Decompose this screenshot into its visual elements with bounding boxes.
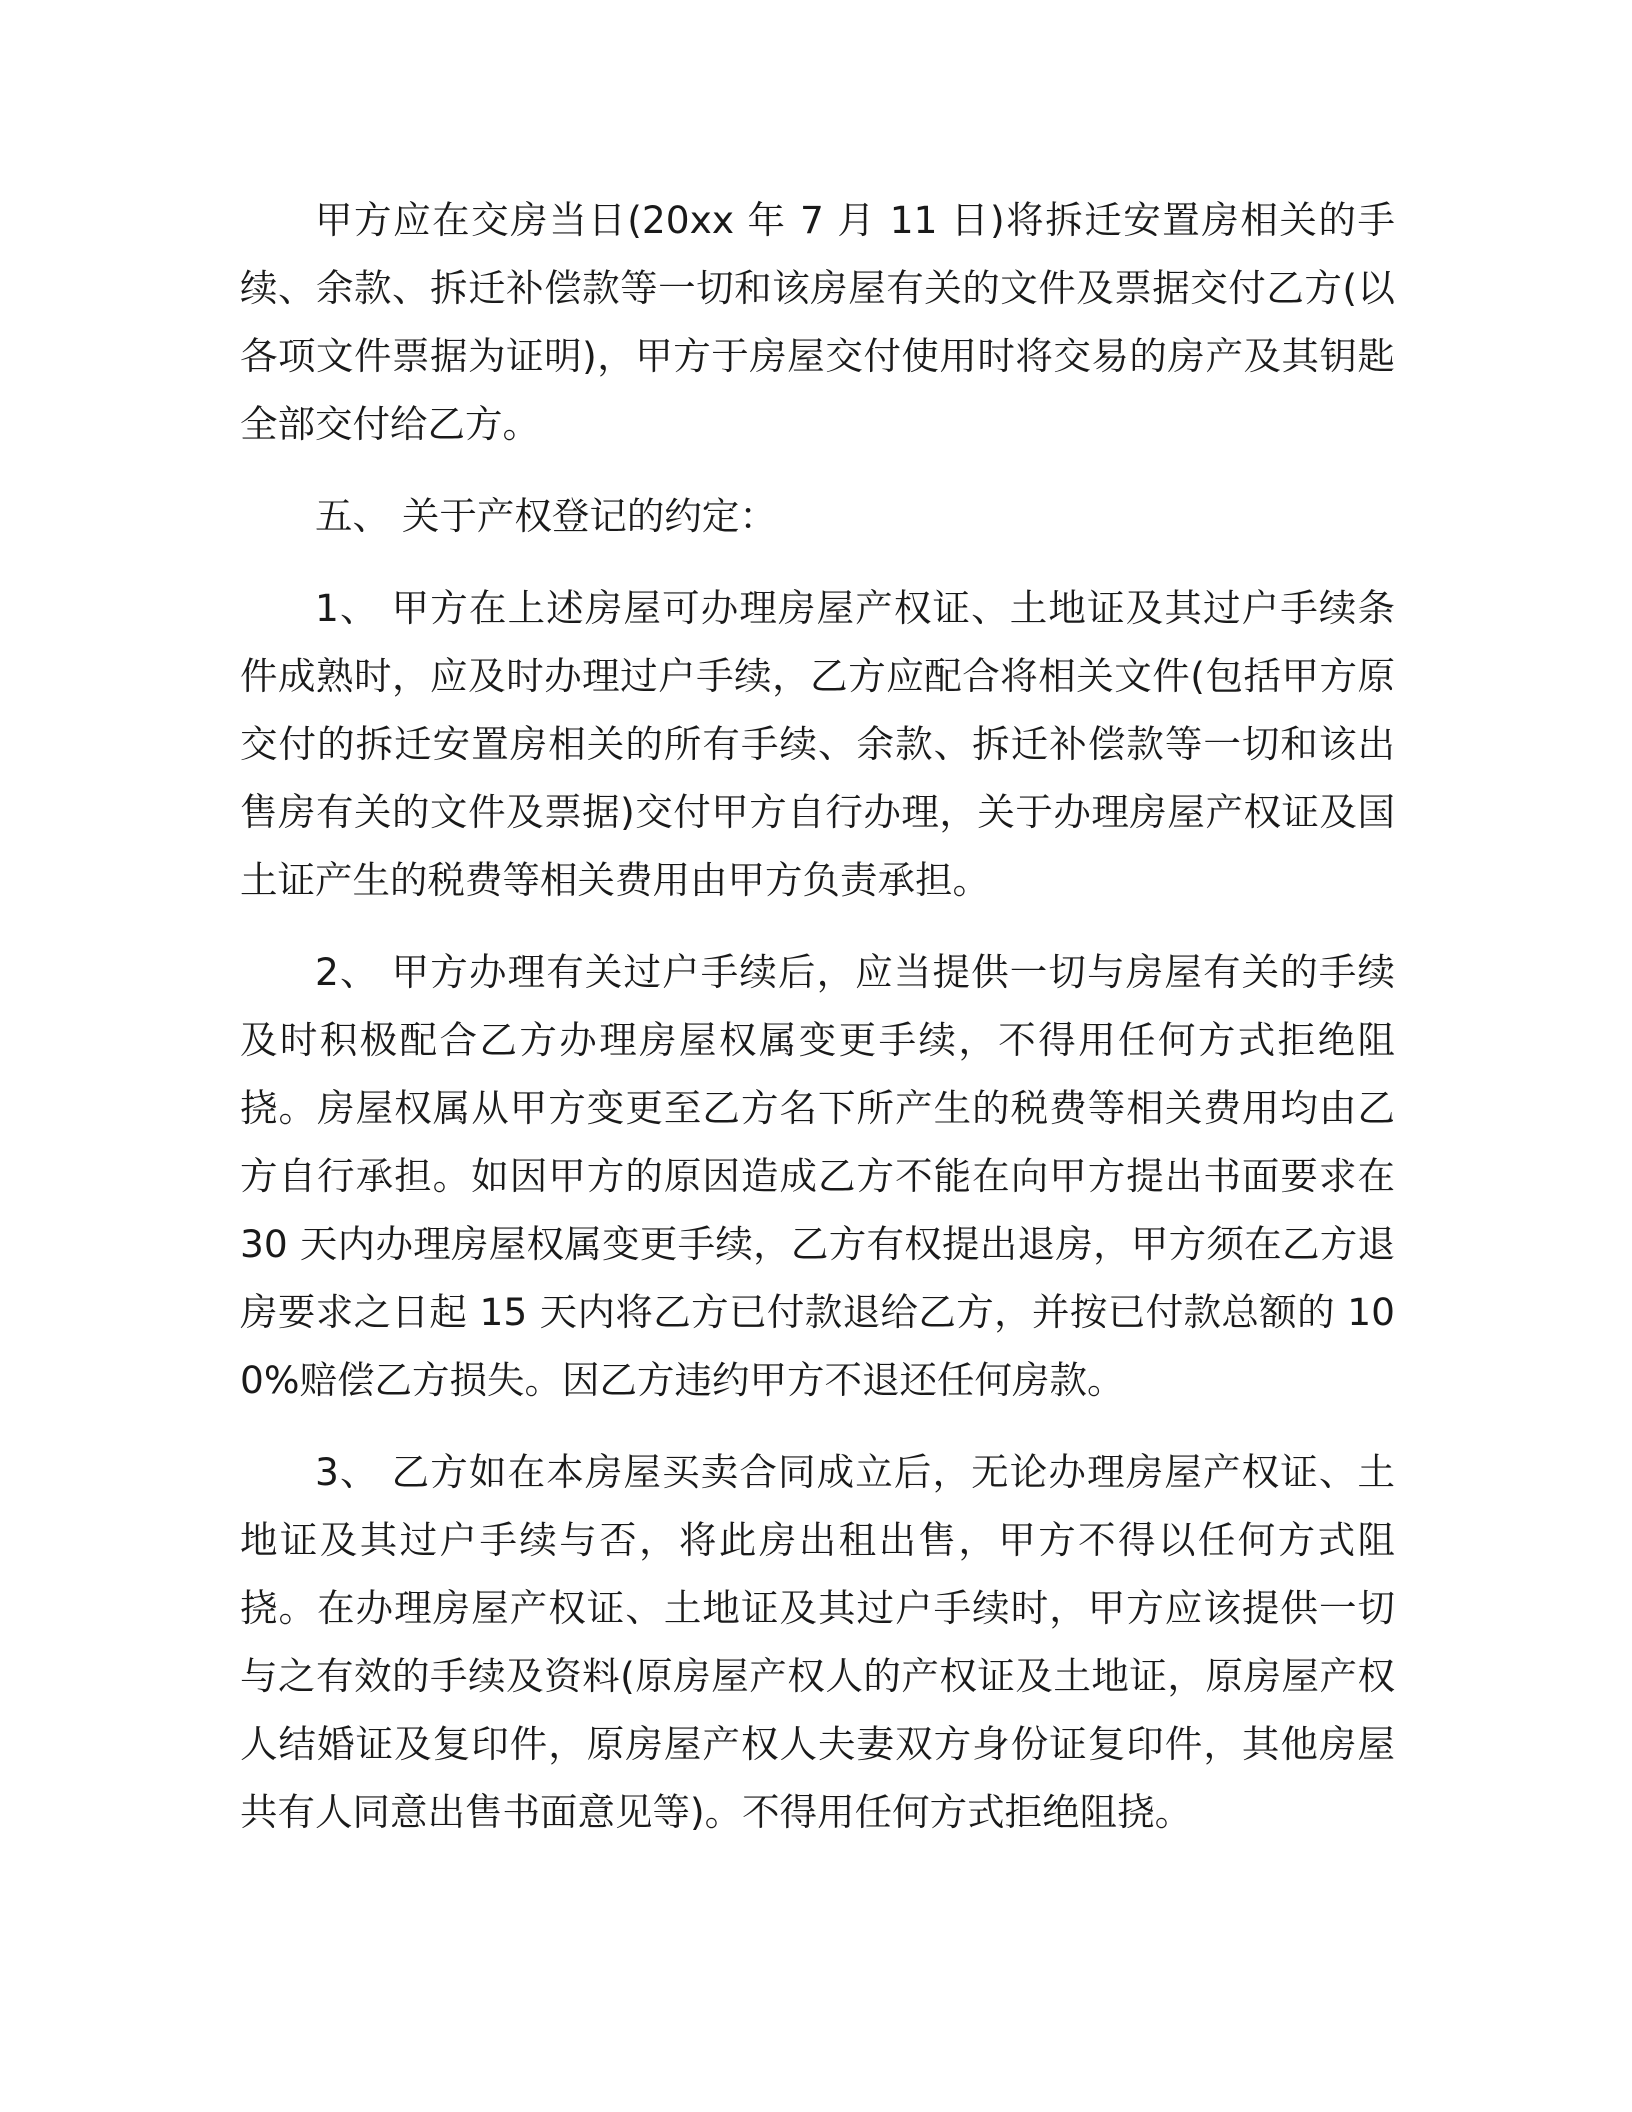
paragraph-handover-terms: 甲方应在交房当日(20xx 年 7 月 11 日)将拆迁安置房相关的手续、余款、拆迁补偿款等一切和该房屋有关的文件及票据交付乙方(以各项文件票据为证明)，甲方于房屋交付使用时将交易的房产及其钥匙全部交付给乙方。 bbox=[240, 198, 1395, 446]
section-heading-title-registration: 五、 关于产权登记的约定： bbox=[315, 494, 777, 538]
document-body bbox=[240, 186, 1395, 1846]
clause-3-paragraph: 3、 乙方如在本房屋买卖合同成立后，无论办理房屋产权证、土地证及其过户手续与否，将此房出租出售，甲方不得以任何方式阻挠。在办理房屋产权证、土地证及其过户手续时，甲方应该提供一切与之有效的手续及资料(原房屋产权人的产权证及土地证，原房屋产权人结婚证及复印件，原房屋产权人夫妻双方身份证复印件，其他房屋共有人同意出售书面意见等)。不得用任何方式拒绝阻挠。 bbox=[240, 1450, 1395, 1834]
clause-1-paragraph: 1、 甲方在上述房屋可办理房屋产权证、土地证及其过户手续条件成熟时，应及时办理过户手续，乙方应配合将相关文件(包括甲方原交付的拆迁安置房相关的所有手续、余款、拆迁补偿款等一切和该出售房有关的文件及票据)交付甲方自行办理，关于办理房屋产权证及国土证产生的税费等相关费用由甲方负责承担。 bbox=[240, 586, 1395, 902]
clause-2-paragraph: 2、 甲方办理有关过户手续后，应当提供一切与房屋有关的手续及时积极配合乙方办理房屋权属变更手续，不得用任何方式拒绝阻挠。房屋权属从甲方变更至乙方名下所产生的税费等相关费用均由乙方自行承担。如因甲方的原因造成乙方不能在向甲方提出书面要求在 30 天内办理房屋权属变更手续，乙方有权提出退房，甲方须在乙方退房要求之日起 15 天内将乙方已付款退给乙方，并按已付款总额的 100%赔偿乙方损失。因乙方违约甲方不退还任何房款。 bbox=[240, 950, 1395, 1402]
